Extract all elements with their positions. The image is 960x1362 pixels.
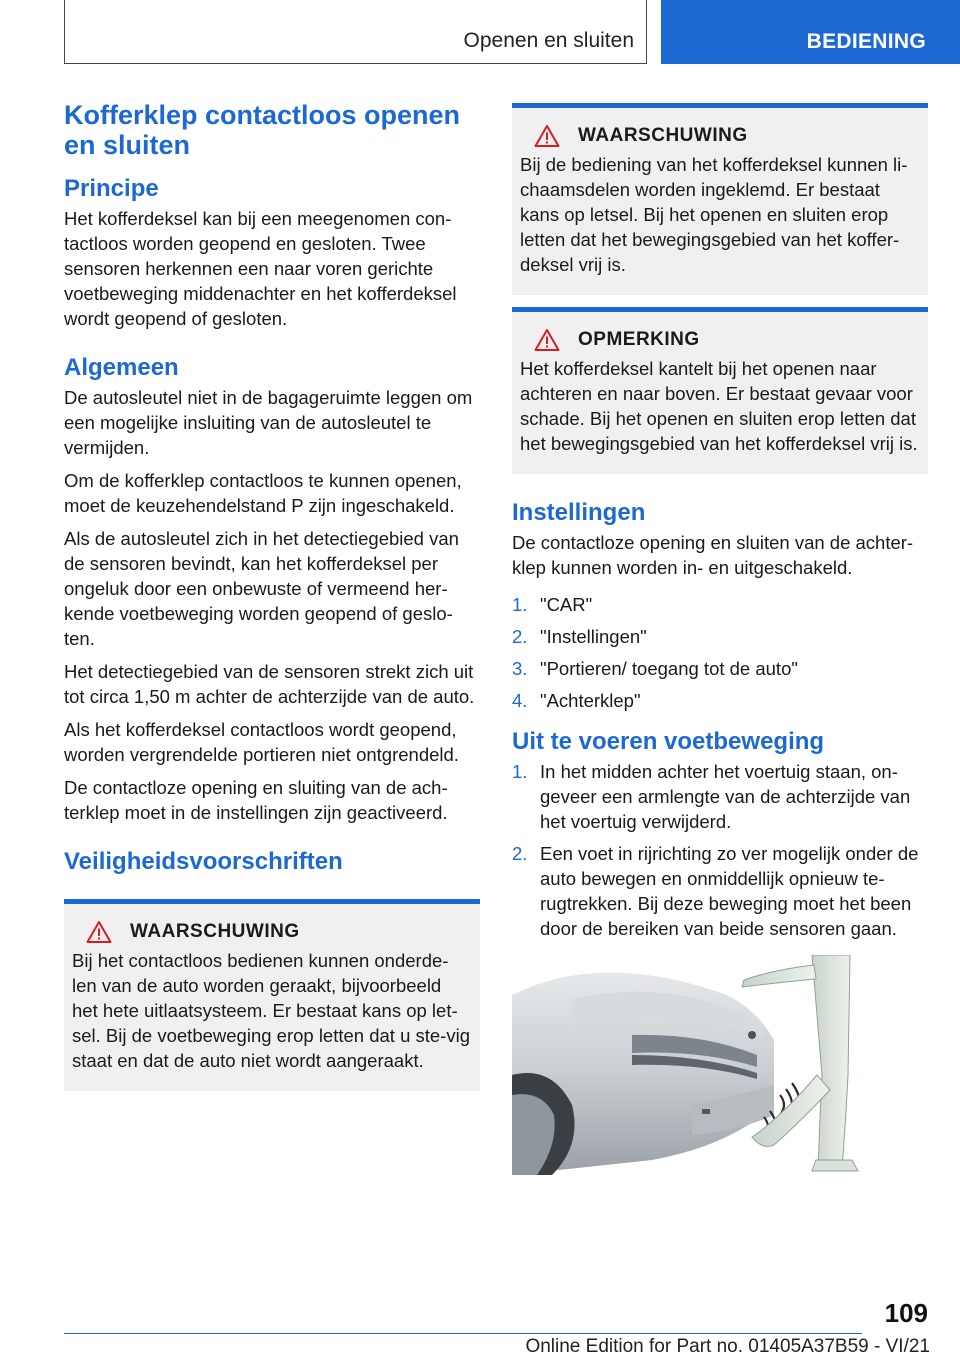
algemeen-paragraph: Om de kofferklep contactloos te kunnen openen, moet de keuzehendelstand P zijn ingeschakeld. [64,470,462,516]
step-number: 4. [512,690,528,711]
note-header [520,328,920,352]
header-section-box [661,0,960,64]
warning-text: Bij de bediening van het kofferdeksel kunnen li-chaamsdelen worden ingeklemd. Er bestaat kans op letsel. Bij het openen en sluiten erop letten dat het bewegingsgebied van het koffer-deksel vrij is. [520,154,908,275]
instellingen-steps [512,592,928,713]
heading-algemeen: Algemeen [64,354,179,381]
heading-veiligheidsvoorschriften: Veiligheidsvoorschriften [64,848,343,875]
list-item [512,759,928,834]
step-number: 1. [512,594,528,615]
right-column [512,103,928,1175]
list-item [512,688,928,713]
step-text: In het midden achter het voertuig staan, on-geveer een armlengte van de achterzijde van het voertuig verwijderd. [540,761,911,832]
warning-box [64,899,480,1091]
instellingen-text: De contactloze opening en sluiten van de achter-klep kunnen worden in- en uitgeschakeld. [512,532,914,578]
heading-voetbeweging: Uit te voeren voetbeweging [512,728,825,755]
warning-box [512,103,928,295]
algemeen-paragraph: Als de autosleutel zich in het detectiegebied van de sensoren bevindt, kan het kofferdeksel per ongeluk door een onbewuste of vermeend her-kende voetbeweging worden geopend of geslo-ten. [64,528,459,649]
footer-edition: Online Edition for Part no. 01405A37B59 - VI/21 [525,1336,930,1357]
principe-text: Het kofferdeksel kan bij een meegenomen con-tactloos worden geopend en gesloten. Twee sensoren herkennen een naar voren gerichte voetbeweging middenachter en het kofferdeksel wordt geopend of gesloten. [64,208,457,329]
heading-principe: Principe [64,175,159,202]
heading-instellingen: Instellingen [512,499,646,526]
list-item [512,841,928,941]
list-item [512,656,928,681]
page-title: Kofferklep contactloos openen en sluiten [64,100,461,160]
header-section-title: BEDIENING [806,30,926,53]
warning-header [72,920,472,944]
step-text: Een voet in rijrichting zo ver mogelijk onder de auto bewegen en onmiddellijk opnieuw te-rugtrekken. Bij deze beweging moet het been door de bereiken van beide sensoren gaan. [540,843,919,939]
warning-triangle-icon [86,920,112,944]
warning-triangle-icon [534,328,560,352]
foot-gesture-illustration [512,955,868,1175]
step-number: 3. [512,658,528,679]
step-text: "CAR" [540,594,593,615]
left-column [64,100,480,1091]
warning-title: WAARSCHUWING [130,921,300,942]
warning-triangle-icon [534,124,560,148]
footer-divider [64,1333,862,1334]
list-item [512,624,928,649]
page-number: 109 [884,1298,928,1328]
step-text: "Portieren/ toegang tot de auto" [540,658,798,679]
warning-text: Bij het contactloos bedienen kunnen onderde-len van de auto worden geraakt, bijvoorbeeld het hete uitlaatsysteem. Er bestaat kans op let-sel. Bij de voetbeweging erop letten dat u ste-vig staat en dat de auto niet wordt aangeraakt. [72,950,470,1071]
list-item [512,592,928,617]
step-number: 2. [512,843,528,864]
algemeen-paragraph: Als het kofferdeksel contactloos wordt geopend, worden vergrendelde portieren niet ontgrendeld. [64,719,459,765]
header-chapter-box [64,0,647,64]
algemeen-paragraph: De autosleutel niet in de bagageruimte leggen om een mogelijke insluiting van de autosleutel te vermijden. [64,387,473,458]
algemeen-paragraph: Het detectiegebied van de sensoren strekt zich uit tot circa 1,50 m achter de achterzijde van de auto. [64,661,475,707]
warning-title: WAARSCHUWING [578,125,748,146]
algemeen-paragraph: De contactloze opening en sluiting van de ach-terklep moet in de instellingen zijn geactiveerd. [64,777,448,823]
illustration-foot-gesture [512,955,868,1175]
step-text: "Achterklep" [540,690,641,711]
step-number: 2. [512,626,528,647]
header-chapter-title: Openen en sluiten [463,29,634,52]
warning-header [520,124,920,148]
step-text: "Instellingen" [540,626,647,647]
step-number: 1. [512,761,528,782]
note-title: OPMERKING [578,329,700,350]
note-text: Het kofferdeksel kantelt bij het openen naar achteren en naar boven. Er bestaat gevaar voor schade. Bij het openen en sluiten erop letten dat het bewegingsgebied van het kofferdeksel vrij is. [520,358,918,454]
note-box [512,307,928,474]
voetbeweging-steps [512,759,928,941]
